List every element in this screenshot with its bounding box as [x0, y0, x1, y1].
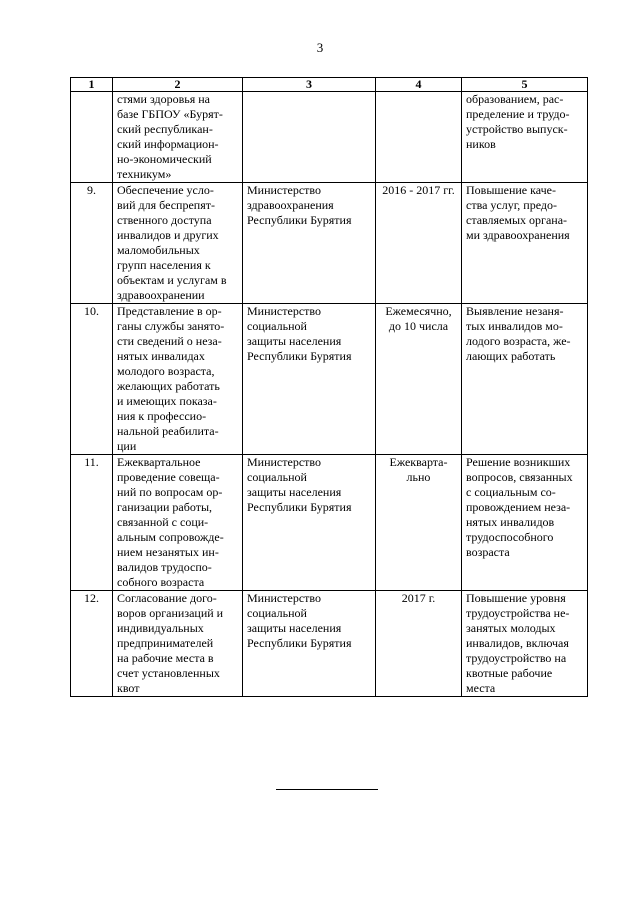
row-activity: стями здоровья на базе ГБПОУ «Бурят- ский республикан- ский информацион- но-экономический техникум» [113, 92, 243, 183]
row-executor: Министерство социальной защиты населения Республики Бурятия [243, 304, 376, 455]
table-row [71, 455, 588, 591]
row-period: Ежекварта- льно [376, 455, 462, 591]
row-period [376, 92, 462, 183]
row-number: 11. [71, 455, 113, 591]
plan-table [70, 77, 588, 697]
row-executor: Министерство здравоохранения Республики Бурятия [243, 183, 376, 304]
row-result: Выявление незаня- тых инвалидов мо- лодого возраста, же- лающих работать [462, 304, 588, 455]
row-executor [243, 92, 376, 183]
row-activity: Согласование дого- воров организаций и индивидуальных предпринимателей на рабочие места в счет установленных квот [113, 591, 243, 697]
table-body [71, 92, 588, 697]
row-activity: Представление в ор- ганы службы занято- сти сведений о неза- нятых инвалидах молодого возраста, желающих работать и имеющих показа- ния к профессио- нальной реабилита- ции [113, 304, 243, 455]
header-row [71, 78, 588, 92]
header-col-3: 3 [243, 78, 376, 92]
row-result: образованием, рас- пределение и трудо- устройство выпуск- ников [462, 92, 588, 183]
row-activity: Ежеквартальное проведение совеща- ний по вопросам ор- ганизации работы, связанной с соци- альным сопровожде- нием незанятых ин- валидов трудоспо- собного возраста [113, 455, 243, 591]
header-col-5: 5 [462, 78, 588, 92]
footer-divider [276, 789, 378, 790]
header-col-2: 2 [113, 78, 243, 92]
table-row [71, 92, 588, 183]
row-executor: Министерство социальной защиты населения Республики Бурятия [243, 455, 376, 591]
row-result: Решение возникших вопросов, связанных с социальным со- провождением неза- нятых инвалидов трудоспособного возраста [462, 455, 588, 591]
header-col-1: 1 [71, 78, 113, 92]
row-period: 2017 г. [376, 591, 462, 697]
header-col-4: 4 [376, 78, 462, 92]
row-number: 12. [71, 591, 113, 697]
table-row [71, 183, 588, 304]
row-period: 2016 - 2017 гг. [376, 183, 462, 304]
row-result: Повышение уровня трудоустройства не- занятых молодых инвалидов, включая трудоустройство на квотные рабочие места [462, 591, 588, 697]
row-executor: Министерство социальной защиты населения Республики Бурятия [243, 591, 376, 697]
row-activity: Обеспечение усло- вий для беспрепят- ственного доступа инвалидов и других маломобильных групп населения к объектам и услугам в здравоохранении [113, 183, 243, 304]
row-period: Ежемесячно, до 10 числа [376, 304, 462, 455]
row-result: Повышение каче- ства услуг, предо- ставляемых органа- ми здравоохранения [462, 183, 588, 304]
row-number: 9. [71, 183, 113, 304]
row-number [71, 92, 113, 183]
table-header [71, 78, 588, 92]
table-row [71, 591, 588, 697]
page-number: 3 [316, 40, 324, 55]
table-row [71, 304, 588, 455]
row-number: 10. [71, 304, 113, 455]
